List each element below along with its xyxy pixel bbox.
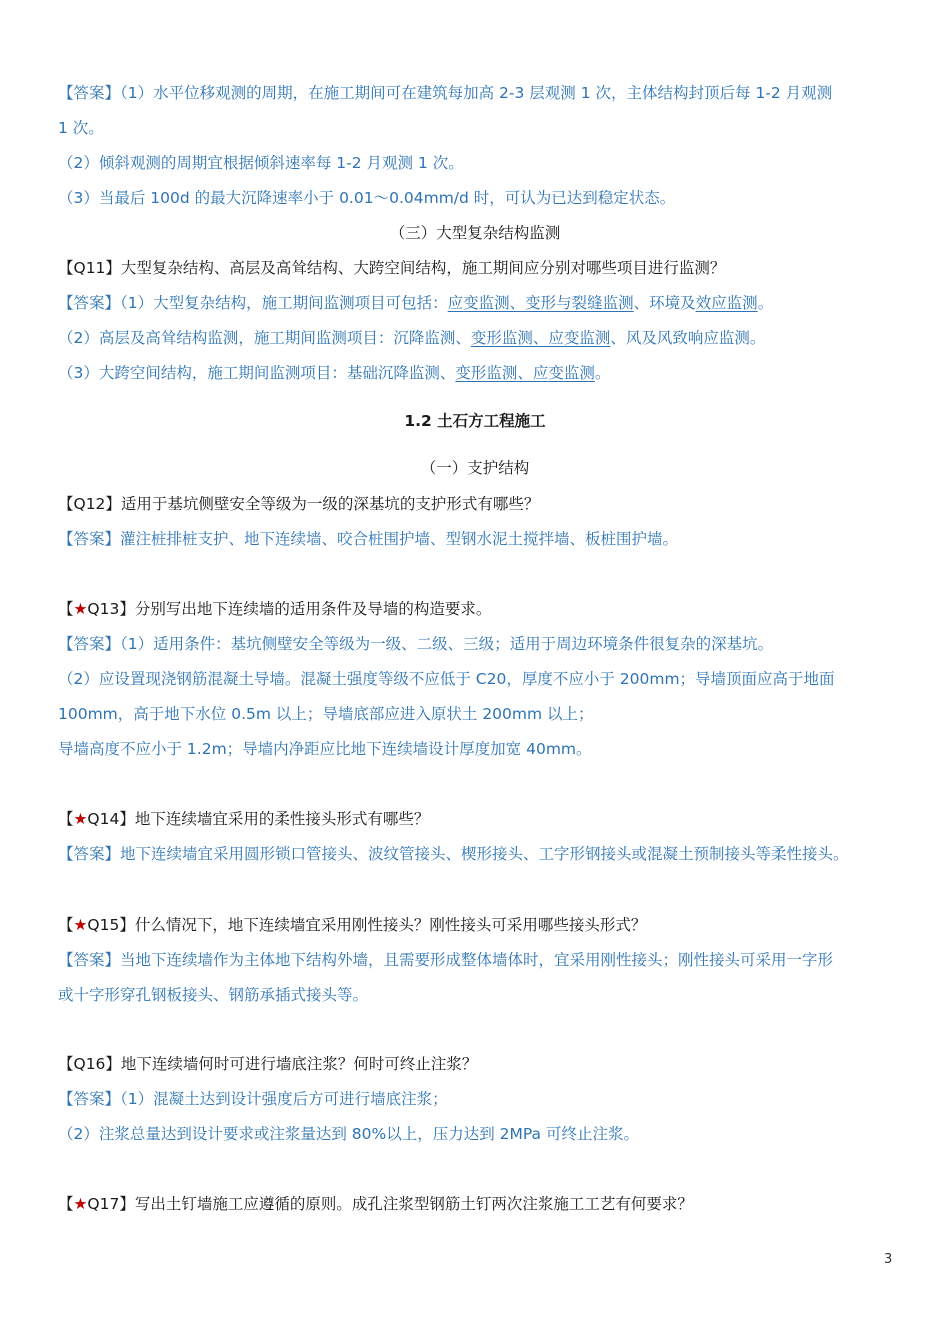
section-title: （一）支护结构: [420, 459, 530, 477]
question-q15: 【★Q15】什么情况下，地下连续墙宜采用刚性接头？刚性接头可采用哪些接头形式？: [58, 916, 647, 934]
answer-line: 【答案】（1）大型复杂结构，施工期间监测项目可包括：应变监测、变形与裂缝监测、环境及效应监测。: [58, 294, 774, 312]
answer-tag: 【答案】: [58, 635, 121, 653]
answer-line: 【答案】当地下连续墙作为主体地下结构外墙，且需要形成整体墙体时，宜采用刚性接头；刚性接头可采用一字形: [58, 951, 834, 969]
answer-line: （2）注浆总量达到设计要求或注浆量达到 80%以上，压力达到 2MPa 可终止注浆。: [58, 1125, 639, 1143]
answer-line: 1 次。: [58, 119, 104, 137]
answer-line: 【答案】（1）混凝土达到设计强度后方可进行墙底注浆；: [58, 1090, 448, 1108]
answer-tag: 【答案】: [58, 84, 121, 102]
answer-line: （2）高层及高耸结构监测，施工期间监测项目：沉降监测、变形监测、应变监测、风及风致响应监测。: [58, 329, 766, 347]
underlined-text: 变形监测、应变监测: [455, 364, 595, 382]
question-q12: 【Q12】适用于基坑侧壁安全等级为一级的深基坑的支护形式有哪些？: [58, 495, 540, 513]
underlined-text: 变形监测、应变监测: [470, 329, 611, 347]
question-q16: 【Q16】地下连续墙何时可进行墙底注浆？何时可终止注浆？: [58, 1055, 478, 1073]
question-q14: 【★Q14】地下连续墙宜采用的柔性接头形式有哪些？: [58, 810, 430, 828]
underlined-text: 应变监测、变形与裂缝监测: [447, 294, 634, 312]
answer-line: （3）大跨空间结构，施工期间监测项目：基础沉降监测、变形监测、应变监测。: [58, 364, 611, 382]
answer-tag: 【答案】: [58, 1090, 121, 1108]
star-icon: ★: [73, 916, 88, 934]
answer-line: 【答案】（1）适用条件：基坑侧壁安全等级为一级、二级、三级；适用于周边环境条件很复杂的深基坑。: [58, 635, 774, 653]
answer-line: （2）应设置现浇钢筋混凝土导墙。混凝土强度等级不应低于 C20，厚度不应小于 200mm；导墙顶面应高于地面: [58, 670, 835, 688]
question-q13: 【★Q13】分别写出地下连续墙的适用条件及导墙的构造要求。: [58, 600, 492, 618]
answer-line: （3）当最后 100d 的最大沉降速率小于 0.01～0.04mm/d 时，可认为已达到稳定状态。: [58, 189, 676, 207]
answer-line: （2）倾斜观测的周期宜根据倾斜速率每 1-2 月观测 1 次。: [58, 154, 464, 172]
question-q17: 【★Q17】写出土钉墙施工应遵循的原则。成孔注浆型钢筋土钉两次注浆施工工艺有何要求？: [58, 1195, 693, 1213]
page-number: 3: [884, 1252, 893, 1267]
answer-tag: 【答案】: [58, 845, 121, 863]
answer-line: 【答案】地下连续墙宜采用圆形锁口管接头、波纹管接头、楔形接头、工字形钢接头或混凝土预制接头等柔性接头。: [58, 845, 849, 863]
answer-tag: 【答案】: [58, 951, 121, 969]
section-title: （三）大型复杂结构监测: [389, 224, 561, 242]
star-icon: ★: [73, 810, 88, 828]
star-icon: ★: [73, 1195, 88, 1213]
answer-line: 导墙高度不应小于 1.2m；导墙内净距应比地下连续墙设计厚度加宽 40mm。: [58, 740, 592, 758]
question-q11: 【Q11】大型复杂结构、高层及高耸结构、大跨空间结构，施工期间应分别对哪些项目进行监测？: [58, 259, 726, 277]
answer-line: 【答案】（1）水平位移观测的周期，在施工期间可在建筑每加高 2-3 层观测 1 次，主体结构封顶后每 1-2 月观测: [58, 84, 833, 102]
answer-tag: 【答案】: [58, 530, 121, 548]
answer-tag: 【答案】: [58, 294, 121, 312]
answer-line: 100mm，高于地下水位 0.5m 以上；导墙底部应进入原状土 200mm 以上；: [58, 705, 594, 723]
underlined-text: 效应监测: [695, 294, 758, 312]
star-icon: ★: [73, 600, 88, 618]
chapter-title: 1.2 土石方工程施工: [404, 412, 546, 430]
answer-line: 或十字形穿孔钢板接头、钢筋承插式接头等。: [58, 986, 369, 1004]
answer-line: 【答案】灌注桩排桩支护、地下连续墙、咬合桩围护墙、型钢水泥土搅拌墙、板桩围护墙。: [58, 530, 679, 548]
